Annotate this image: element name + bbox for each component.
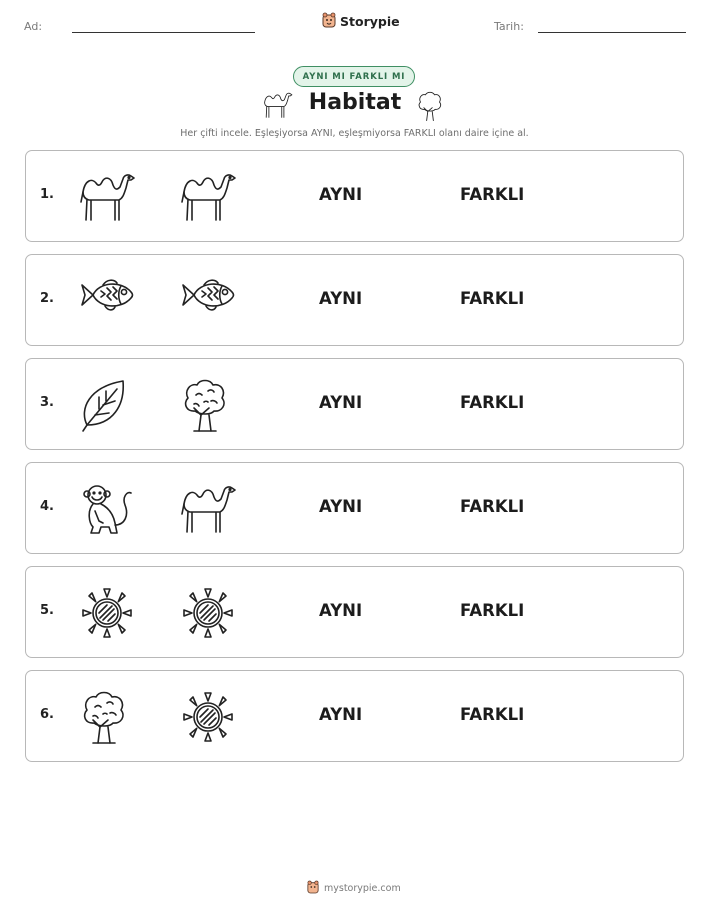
date-label: Tarih: [494,20,524,33]
exercise-row [25,150,684,242]
exercise-row [25,566,684,658]
footer-url: mystorypie.com [324,883,401,894]
name-line[interactable] [72,32,255,33]
camel-icon [180,169,238,229]
name-label: Ad: [24,20,43,33]
same-option[interactable]: AYNI [319,497,363,516]
footer [307,880,401,897]
instructions-text: Her çifti incele. Eşleşiyorsa AYNI, eşleşmiyorsa FARKLI olanı daire içine al. [180,128,529,139]
same-option[interactable]: AYNI [319,185,363,204]
storypie-logo-icon [307,880,319,897]
row-number: 5. [40,603,54,618]
monkey-icon [79,481,135,541]
tree-icon [416,90,444,126]
different-option[interactable]: FARKLI [460,497,525,516]
fish-icon [180,273,238,321]
same-option[interactable]: AYNI [319,601,363,620]
exercise-row [25,254,684,346]
camel-icon [180,481,238,541]
row-number: 1. [40,187,54,202]
exercise-row [25,462,684,554]
storypie-logo-icon [322,12,336,31]
date-line[interactable] [538,32,686,33]
sun-icon [180,689,236,749]
tree-icon [180,377,230,437]
exercise-row [25,670,684,762]
same-option[interactable]: AYNI [319,705,363,724]
row-number: 2. [40,291,54,306]
different-option[interactable]: FARKLI [460,185,525,204]
exercise-row [25,358,684,450]
different-option[interactable]: FARKLI [460,601,525,620]
sun-icon [180,585,236,645]
row-number: 3. [40,395,54,410]
row-number: 6. [40,707,54,722]
different-option[interactable]: FARKLI [460,393,525,412]
same-option[interactable]: AYNI [319,289,363,308]
worksheet-type-badge: AYNI MI FARKLI MI [293,66,415,87]
different-option[interactable]: FARKLI [460,289,525,308]
brand-name: Storypie [340,14,400,29]
sun-icon [79,585,135,645]
camel-icon [262,90,294,124]
page-title: Habitat [308,90,402,115]
fish-icon [79,273,137,321]
same-option[interactable]: AYNI [319,393,363,412]
brand-logo [322,12,400,31]
tree-icon [79,689,129,749]
different-option[interactable]: FARKLI [460,705,525,724]
camel-icon [79,169,137,229]
row-number: 4. [40,499,54,514]
leaf-icon [79,377,129,437]
